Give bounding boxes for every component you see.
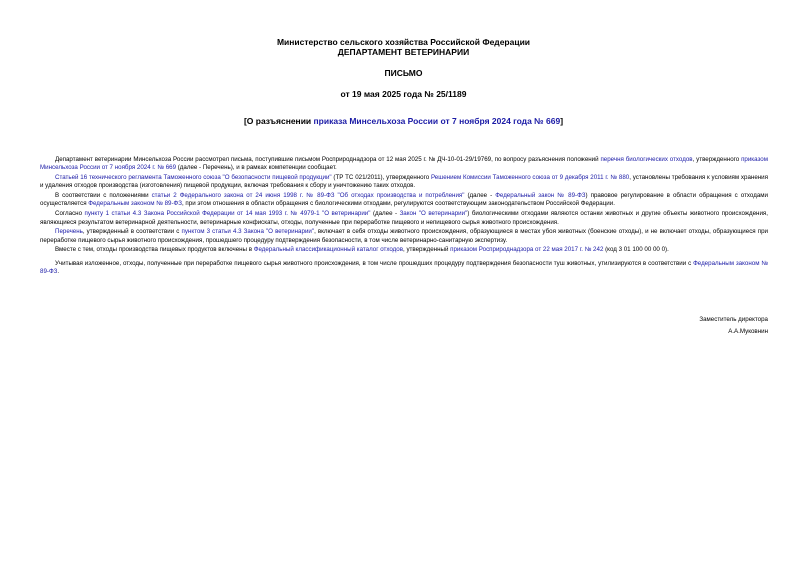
paragraph-7 — [40, 260, 768, 277]
veterinary-law-clause-3-link[interactable]: пунктом 3 статьи 4.3 Закона "О ветеринарии" — [181, 228, 315, 236]
veterinary-law-clause-link[interactable]: пункту 1 статьи 4.3 Закона Российской Федерации от 14 мая 1993 г. № 4979-1 "О ветеринарии" — [84, 210, 371, 218]
paragraph-text: , при этом отношения в области обращения с биологическими отходами, регулируются соответствующим законодательством Российской Федерации. — [181, 200, 615, 208]
paragraph-1 — [40, 156, 768, 173]
paragraph-text: ) биологическими отходами являются останки животных и другие объекты животного происхождения, являющиеся результатом ветеринарной деятельности, ветеринарные конфискаты, отходы, полученные при переработке пищевого и непищевого сырья животного происхождения. — [40, 210, 768, 226]
subject-order-link[interactable]: приказа Минсельхоза России от 7 ноября 2024 года № 669 — [313, 116, 561, 126]
document-date-number: от 19 мая 2025 года № 25/1189 — [340, 89, 467, 99]
paragraph-2 — [40, 174, 768, 191]
rpn-order-242-link[interactable]: приказом Росприроднадзора от 22 мая 2017 г. № 242 — [450, 246, 604, 254]
letter-body — [40, 156, 768, 278]
paragraph-6 — [40, 246, 768, 254]
tr-ts-article-16-link[interactable]: Статьей 16 технического регламента Таможенного союза "О безопасности пищевой продукции" — [55, 174, 332, 182]
paragraph-text: , утвержденный — [403, 246, 451, 254]
waste-catalog-link[interactable]: Федеральный классификационный каталог отходов — [253, 246, 404, 254]
order-669-link[interactable]: приказом Минсельхоза России от 7 ноября 2024 г. № 669 — [40, 156, 768, 172]
paragraph-text: ) правовое регулирование в области обращения с отходами осуществляется — [40, 192, 768, 208]
paragraph-text: Согласно — [55, 210, 85, 218]
paragraph-text: В соответствии с положениями — [55, 192, 152, 200]
paragraph-text: , утвержденный в соответствии с — [82, 228, 182, 236]
paragraph-text: Департамент ветеринарии Минсельхоза России рассмотрел письма, поступившие письмом Росприроднадзора от 12 мая 2025 г. № ДЧ-10-01-29/19769, по вопросу разъяснения положений — [55, 156, 601, 163]
paragraph-text: (ТР ТС 021/2011), утвержденного — [331, 174, 431, 182]
paragraph-4 — [40, 210, 768, 227]
law-89-link-2[interactable]: Федеральным законом № 89-ФЗ — [88, 200, 182, 208]
paragraph-text: (код 3 01 100 00 00 0). — [603, 246, 669, 254]
commission-decision-link[interactable]: Решением Комиссии Таможенного союза от 9 декабря 2011 г. № 880 — [430, 174, 630, 182]
subject-suffix: ] — [560, 116, 564, 126]
paragraph-text: . — [57, 268, 60, 276]
paragraph-5 — [40, 228, 768, 245]
waste-list-link[interactable]: перечня биологических отходов — [600, 156, 693, 163]
law-89-article-2-link[interactable]: статьи 2 Федерального закона от 24 июня 1998 г. № 89-ФЗ "Об отходах производства и потребления" — [151, 192, 465, 200]
paragraph-text: (далее - — [370, 210, 400, 218]
signatory-name: А.А.Муковнин — [728, 328, 768, 335]
veterinary-law-link[interactable]: Закон "О ветеринарии" — [399, 210, 468, 218]
law-89-link[interactable]: Федеральный закон № 89-ФЗ — [495, 192, 586, 200]
signature-block — [699, 314, 768, 338]
paragraph-text: , включает в себя отходы животного происхождения, образующиеся в местах убоя животных (боенские отходы), и не включает отходы, образующиеся при переработке пищевого сырья животного происхождения, прошедшего процедуру подтверждения безопасности, в том числе ветеринарно-санитарную экспертизу. — [40, 228, 768, 244]
law-89-link-3[interactable]: Федеральным законом № 89-ФЗ — [40, 259, 768, 276]
ministry-name: Министерство сельского хозяйства Российской Федерации — [276, 37, 531, 47]
paragraph-text: Вместе с тем, отходы производства пищевых продуктов включены в — [55, 246, 254, 254]
paragraph-text: , установлены требования к условиям хранения и удаления отходов производства (изготовления) пищевой продукции, включая требования к сбору и уничтожению таких отходов. — [40, 174, 768, 190]
paragraph-text: (далее - — [464, 192, 496, 200]
document-kind: ПИСЬМО — [384, 68, 423, 78]
document-subject — [0, 116, 807, 127]
paragraph-text: Учитывая изложенное, отходы, полученные при переработке пищевого сырья животного происхождения, в том числе прошедших процедуру подтверждения безопасности туш животных, утилизируются в соответствии с — [55, 259, 694, 267]
signatory-position: Заместитель директора — [699, 316, 768, 323]
list-link[interactable]: Перечень — [55, 228, 83, 236]
department-name: ДЕПАРТАМЕНТ ВЕТЕРИНАРИИ — [337, 47, 470, 57]
paragraph-text: (далее - Перечень), и в рамках компетенции сообщает. — [176, 164, 337, 172]
paragraph-3 — [40, 192, 768, 209]
subject-prefix: [О разъяснении — [243, 116, 314, 126]
paragraph-text: , утвержденного — [692, 156, 742, 163]
